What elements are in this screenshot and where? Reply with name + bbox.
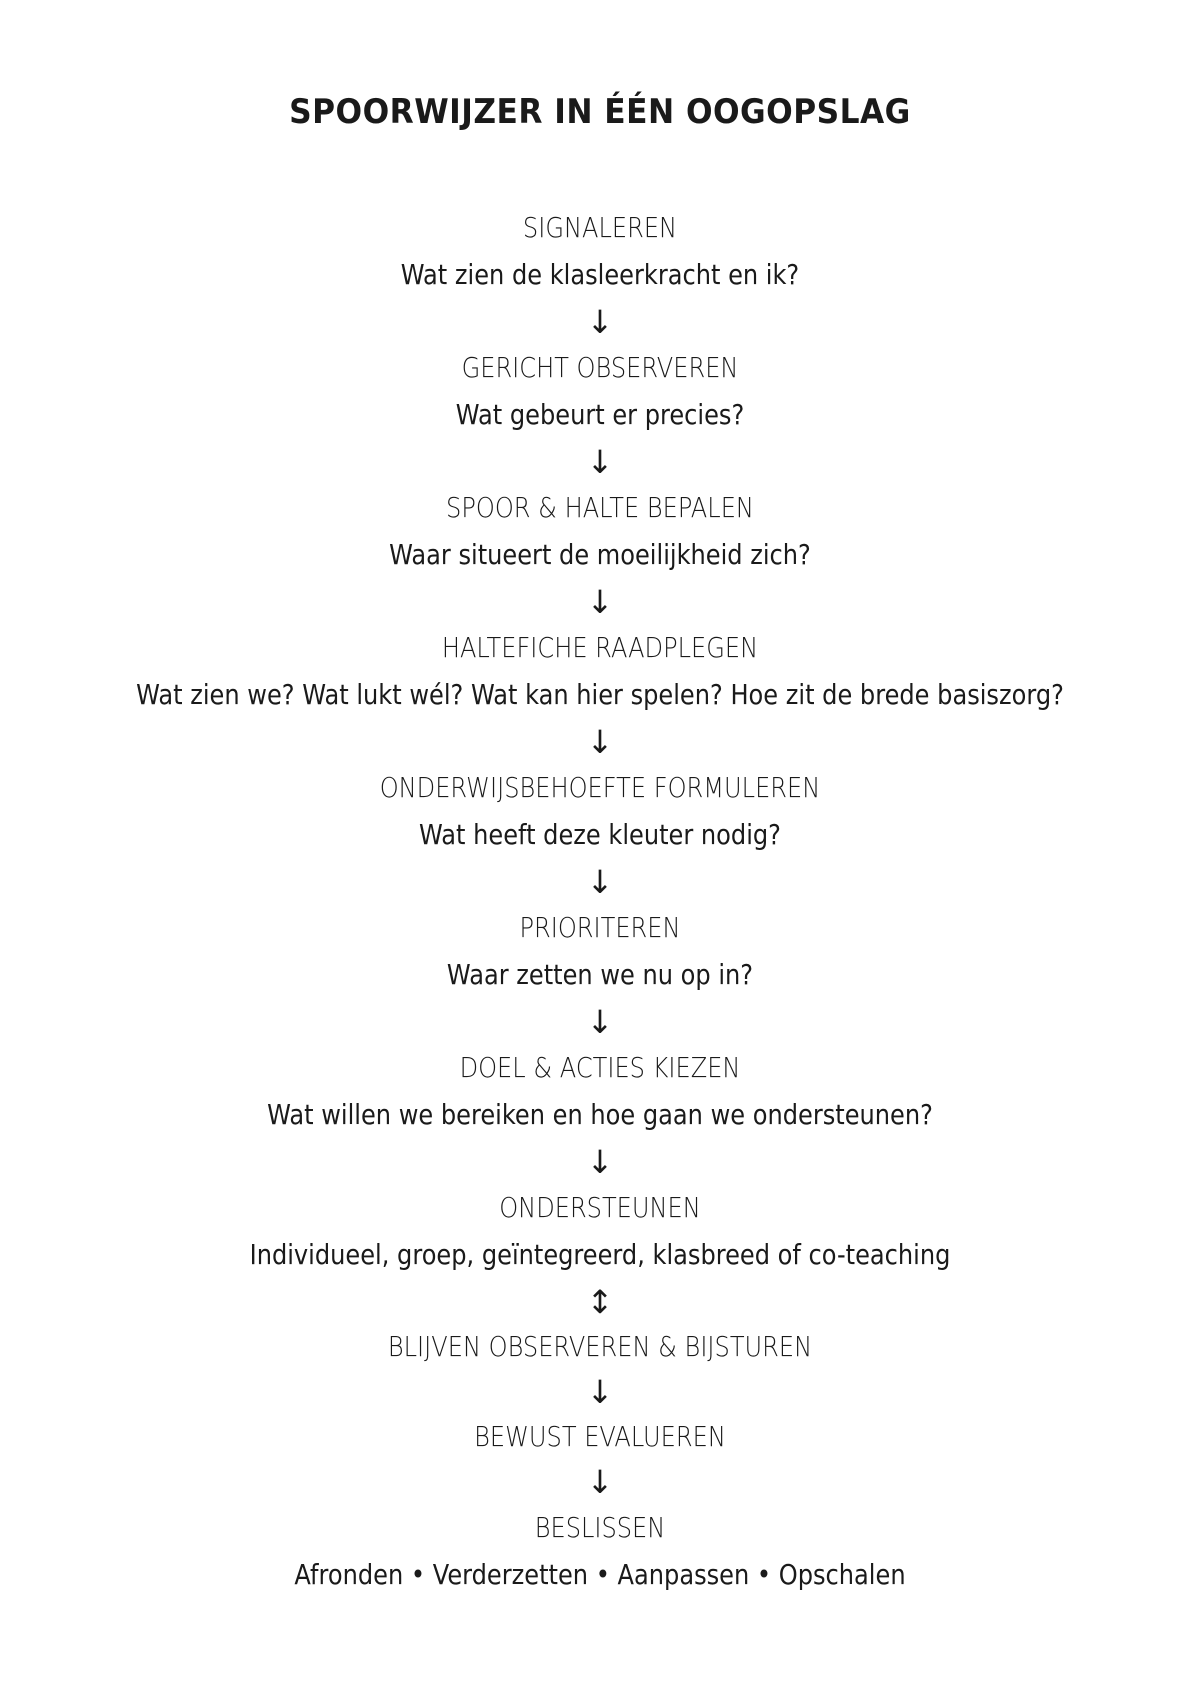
arrow-down-icon: ↓: [586, 443, 614, 481]
step-title-doel-acties: DOEL & ACTIES KIEZEN: [459, 1051, 741, 1084]
step-question-spoor-halte: Waar situeert de moeilijkheid zich?: [389, 538, 811, 571]
arrow-down-icon: ↓: [586, 1003, 614, 1041]
step-question-onderwijsbehoefte: Wat heeft deze kleuter nodig?: [419, 818, 781, 851]
step-options-ondersteunen: Individueel, groep, geïntegreerd, klasbreed of co-teaching: [249, 1238, 951, 1271]
page-title: SPOORWIJZER IN ÉÉN OOGOPSLAG: [289, 92, 911, 132]
arrow-down-icon: ↓: [586, 1373, 614, 1411]
step-question-prioriteren: Waar zetten we nu op in?: [446, 958, 754, 991]
arrow-down-icon: ↓: [586, 863, 614, 901]
step-title-ondersteunen: ONDERSTEUNEN: [499, 1191, 701, 1224]
step-title-signaleren: SIGNALEREN: [522, 211, 678, 244]
step-options-beslissen: Afronden • Verderzetten • Aanpassen • Opschalen: [294, 1558, 906, 1591]
step-title-blijven-observeren: BLIJVEN OBSERVEREN & BIJSTUREN: [387, 1330, 813, 1363]
arrow-up-down-icon: ↕: [586, 1283, 614, 1321]
step-title-gericht-observeren: GERICHT OBSERVEREN: [461, 351, 739, 384]
arrow-down-icon: ↓: [586, 723, 614, 761]
step-question-gericht-observeren: Wat gebeurt er precies?: [455, 398, 745, 431]
step-title-haltefiche: HALTEFICHE RAADPLEGEN: [441, 631, 759, 664]
step-title-beslissen: BESLISSEN: [534, 1511, 666, 1544]
step-title-bewust-evalueren: BEWUST EVALUEREN: [474, 1420, 726, 1453]
arrow-down-icon: ↓: [586, 1143, 614, 1181]
step-question-doel-acties: Wat willen we bereiken en hoe gaan we ondersteunen?: [267, 1098, 933, 1131]
arrow-down-icon: ↓: [586, 1463, 614, 1501]
step-title-spoor-halte: SPOOR & HALTE BEPALEN: [446, 491, 754, 524]
arrow-down-icon: ↓: [586, 583, 614, 621]
step-question-signaleren: Wat zien de klasleerkracht en ik?: [400, 258, 800, 291]
arrow-down-icon: ↓: [586, 303, 614, 341]
flow-diagram: [0, 205, 1200, 1599]
step-title-onderwijsbehoefte: ONDERWIJSBEHOEFTE FORMULEREN: [379, 771, 821, 804]
step-question-haltefiche: Wat zien we? Wat lukt wél? Wat kan hier spelen? Hoe zit de brede basiszorg?: [136, 678, 1064, 711]
step-title-prioriteren: PRIORITEREN: [519, 911, 681, 944]
